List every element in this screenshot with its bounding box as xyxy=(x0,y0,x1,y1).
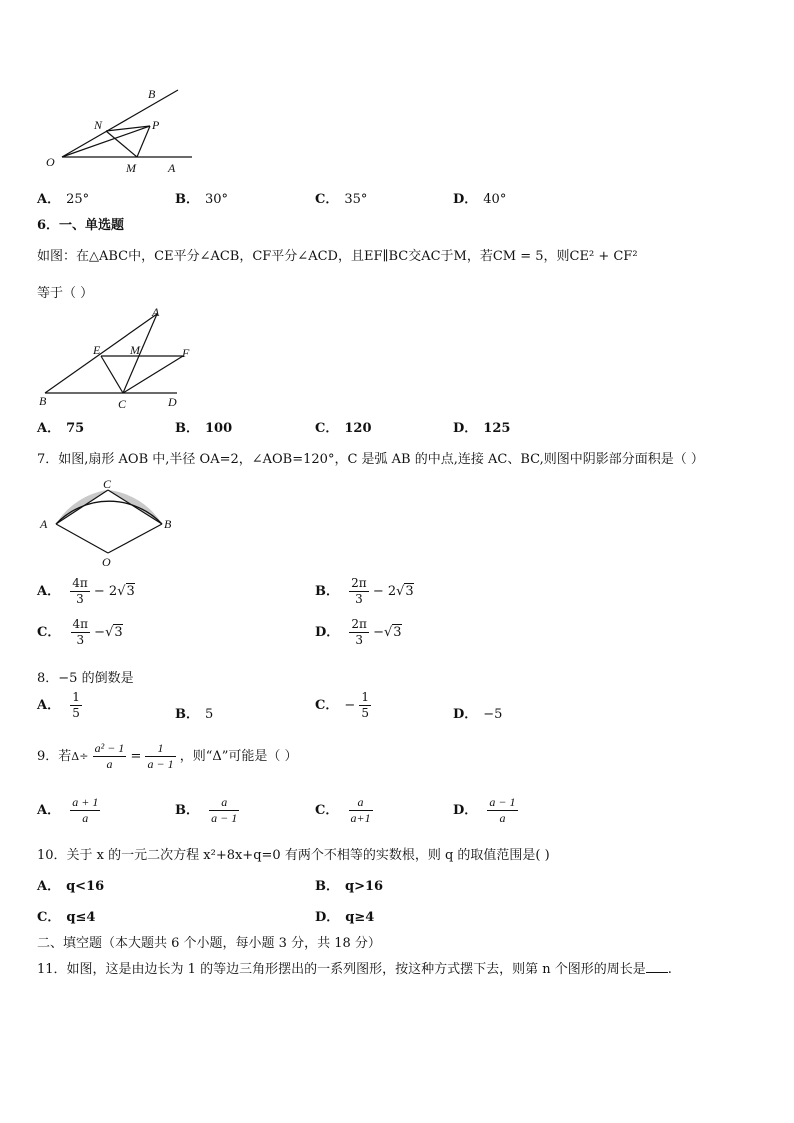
q5-option-b[interactable]: B． 30° xyxy=(175,192,229,207)
q6-option-a[interactable]: A． 75 xyxy=(37,421,85,436)
q8-option-c[interactable]: C． − $\frac{1}{5}$ xyxy=(315,690,370,720)
q6-label-A: A xyxy=(152,305,160,319)
q5-figure xyxy=(40,82,200,182)
q9-stem: 9．若Δ÷ $\frac{\text{a² − 1}}{a}$ = $\frac{1}{a - 1}$ ，则“Δ”可能是（ ） xyxy=(37,741,298,771)
q11-answer-blank[interactable] xyxy=(646,972,668,973)
q8-stem: 8．−5 的倒数是 xyxy=(37,671,134,686)
q6-option-b[interactable]: B． 100 xyxy=(175,421,233,436)
q11-stem: 11．如图，这是由边长为 1 的等边三角形摆出的一系列图形，按这种方式摆下去，则第 n 个图形的周长是 . xyxy=(37,962,672,977)
q6-stem-line2: 等于（ ） xyxy=(37,286,94,301)
q10-stem: 10．关于 x 的一元二次方程 x²+8x+q=0 有两个不相等的实数根，则 q 的取值范围是( ) xyxy=(37,848,550,863)
q6-heading: 6．一、单选题 xyxy=(37,218,125,233)
q5-label-P: P xyxy=(152,118,160,132)
q6-label-B: B xyxy=(39,394,47,408)
q5-option-a[interactable]: A． 25° xyxy=(37,192,90,207)
q9-option-d[interactable]: D． $\frac{a - 1}{a}$ xyxy=(453,795,516,825)
q10-option-b[interactable]: B． q>16 xyxy=(315,879,384,894)
q6-label-M: M xyxy=(130,343,140,357)
q10-option-d[interactable]: D． q≥4 xyxy=(315,910,375,925)
q6-stem-line1: 如图：在△ABC中，CE平分∠ACB，CF平分∠ACD，且EF∥BC交AC于M，若CM = 5，则CE² + CF² xyxy=(37,249,638,264)
q6-label-C: C xyxy=(118,397,127,411)
q7-label-A: A xyxy=(40,517,48,531)
q5-label-N: N xyxy=(94,118,103,132)
q9-option-b[interactable]: B． $\frac{a}{a - 1}$ xyxy=(175,795,238,825)
q7-label-B: B xyxy=(164,517,172,531)
q9-option-a[interactable]: A． $\frac{a + 1}{a}$ xyxy=(37,795,99,825)
q6-option-d[interactable]: D． 125 xyxy=(453,421,511,436)
q7-option-b[interactable]: B． $\frac{2\pi}{3}$ − 2√3 xyxy=(315,576,414,606)
q5-option-c[interactable]: C． 35° xyxy=(315,192,368,207)
q7-option-d[interactable]: D． $\frac{2\pi}{3}$ −√3 xyxy=(315,617,402,647)
q5-label-A: A xyxy=(168,161,176,175)
q6-label-F: F xyxy=(182,346,190,360)
q7-label-O: O xyxy=(102,555,111,569)
q7-option-c[interactable]: C． $\frac{4\pi}{3}$ −√3 xyxy=(37,617,123,647)
q10-option-c[interactable]: C． q≤4 xyxy=(37,910,96,925)
q6-label-D: D xyxy=(168,395,177,409)
section-fill-in-heading: 二、填空题（本大题共 6 个小题，每小题 3 分，共 18 分） xyxy=(37,936,381,951)
q7-option-a[interactable]: A． $\frac{4\pi}{3}$ − 2√3 xyxy=(37,576,135,606)
q8-option-b[interactable]: B． 5 xyxy=(175,707,214,722)
q6-figure xyxy=(35,302,205,412)
q7-label-C: C xyxy=(103,477,112,491)
q8-option-a[interactable]: A． $\frac{1}{5}$ xyxy=(37,690,80,720)
q10-option-a[interactable]: A． q<16 xyxy=(37,879,105,894)
q7-stem: 7．如图,扇形 AOB 中,半径 OA=2，∠AOB=120°，C 是弧 AB 的中点,连接 AC、BC,则图中阴影部分面积是（ ） xyxy=(37,452,704,467)
q6-label-E: E xyxy=(93,343,101,357)
q5-label-B: B xyxy=(148,87,156,101)
q5-option-d[interactable]: D． 40° xyxy=(453,192,507,207)
q8-option-d[interactable]: D． −5 xyxy=(453,707,503,722)
q5-label-M: M xyxy=(126,161,136,175)
q6-option-c[interactable]: C． 120 xyxy=(315,421,372,436)
q9-option-c[interactable]: C． $\frac{a}{a+1}$ xyxy=(315,795,371,825)
q7-figure xyxy=(36,474,181,570)
q5-label-O: O xyxy=(46,155,55,169)
